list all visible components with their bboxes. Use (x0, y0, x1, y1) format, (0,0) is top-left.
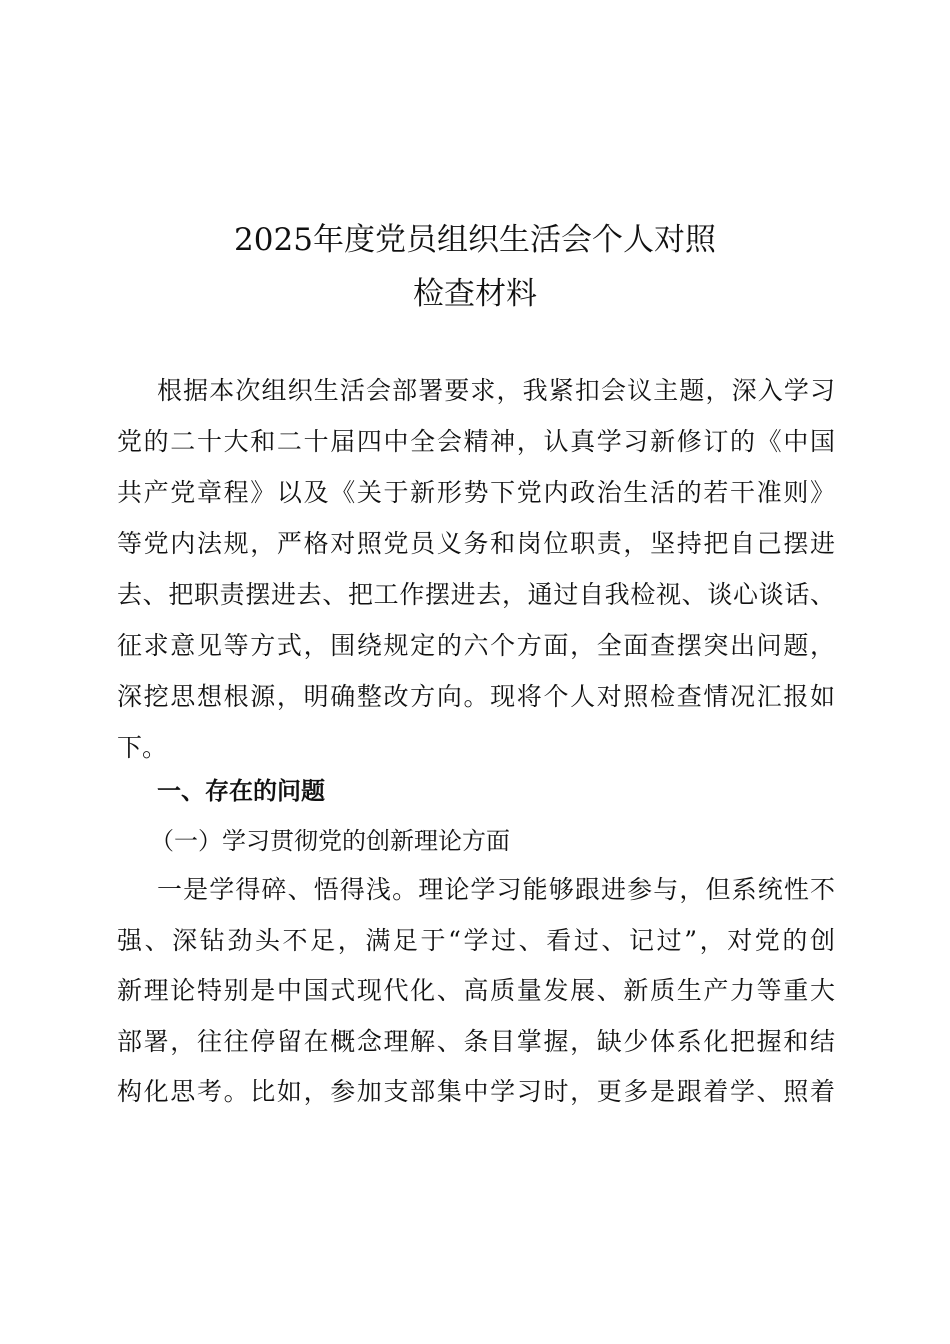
paragraph-line: 共产党章程》以及《关于新形势下党内政治生活的若干准则》 (117, 478, 835, 507)
paragraph-line: 构化思考。比如，参加支部集中学习时，更多是跟着学、照着 (117, 1077, 835, 1106)
paragraph-line: 部署，往往停留在概念理解、条目掌握，缺少体系化把握和结 (117, 1027, 835, 1056)
paragraph-line: 深挖思想根源，明确整改方向。现将个人对照检查情况汇报如 (117, 682, 835, 711)
subsection-heading: （一）学习贯彻党的创新理论方面 (150, 827, 510, 855)
paragraph-line: 等党内法规，严格对照党员义务和岗位职责，坚持把自己摆进 (117, 529, 835, 558)
paragraph-line: 根据本次组织生活会部署要求，我紧扣会议主题，深入学习 (157, 376, 835, 405)
document-title-line-1: 2025年度党员组织生活会个人对照 (234, 222, 716, 258)
section-heading: 一、存在的问题 (157, 777, 325, 805)
paragraph-line: 征求意见等方式，围绕规定的六个方面，全面查摆突出问题， (117, 631, 835, 660)
paragraph-line: 下。 (117, 733, 168, 762)
paragraph-line: 强、深钻劲头不足，满足于“学过、看过、记过”，对党的创 (117, 926, 835, 955)
paragraph-line: 新理论特别是中国式现代化、高质量发展、新质生产力等重大 (117, 976, 835, 1005)
document-title-line-2: 检查材料 (413, 276, 537, 312)
paragraph-line: 党的二十大和二十届四中全会精神，认真学习新修订的《中国 (117, 427, 835, 456)
paragraph-line: 一是学得碎、悟得浅。理论学习能够跟进参与，但系统性不 (157, 875, 835, 904)
paragraph-line: 去、把职责摆进去、把工作摆进去，通过自我检视、谈心谈话、 (117, 580, 835, 609)
